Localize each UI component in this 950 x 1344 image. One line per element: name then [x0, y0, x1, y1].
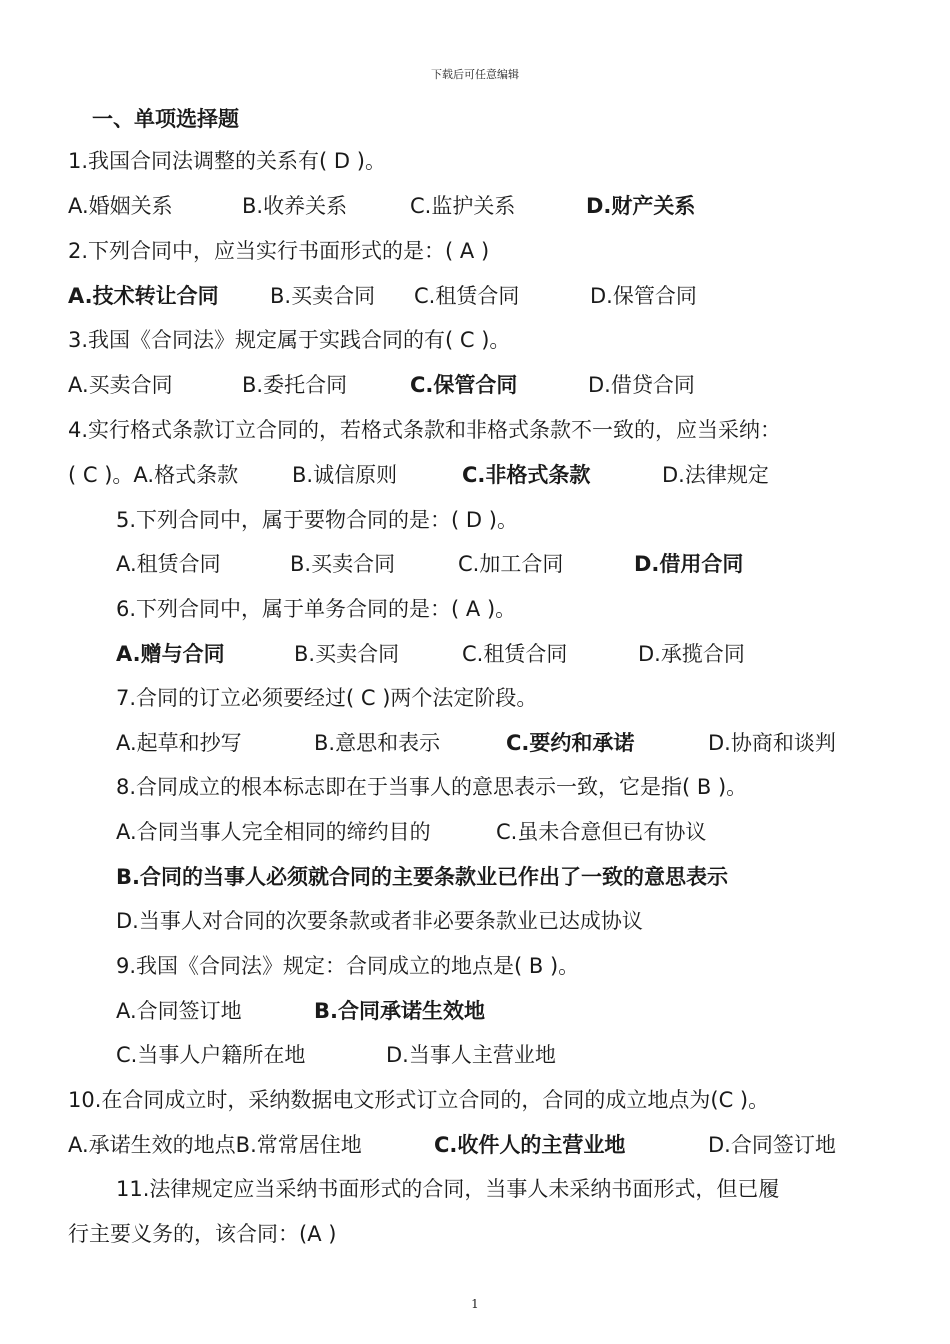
q9-stem: 9.我国《合同法》规定：合同成立的地点是( B )。: [116, 954, 580, 978]
q10-option-b: B.常常居住地: [235, 1133, 362, 1157]
header-note: 下载后可任意编辑: [431, 68, 519, 81]
q9-option-a: A.合同签订地: [116, 999, 242, 1023]
q1-options: [68, 192, 696, 220]
q1-option-a: A.婚姻关系: [68, 194, 173, 218]
q9-options-ab: [116, 997, 485, 1025]
q8-option-d: D.当事人对合同的次要条款或者非必要条款业已达成协议: [116, 909, 643, 933]
q2-option-a-answer: A.技术转让合同: [68, 284, 219, 308]
q1-stem: 1.我国合同法调整的关系有( D )。: [68, 149, 386, 173]
q5-stem: 5.下列合同中，属于要物合同的是：( D )。: [116, 508, 518, 532]
q6-option-c: C.租赁合同: [462, 642, 568, 666]
q3-option-d: D.借贷合同: [588, 373, 695, 397]
q7-options: [116, 729, 836, 757]
q2-option-b: B.买卖合同: [270, 284, 376, 308]
q2-stem: 2.下列合同中，应当实行书面形式的是：( A ): [68, 239, 490, 263]
q5-options: [116, 550, 744, 578]
q4-stem: 4.实行格式条款订立合同的，若格式条款和非格式条款不一致的，应当采纳：: [68, 418, 782, 442]
q4-option-c-answer: C.非格式条款: [462, 463, 591, 487]
q9-option-c: C.当事人户籍所在地: [116, 1043, 306, 1067]
q10-options: [68, 1131, 836, 1159]
q4-options: [68, 461, 769, 489]
q8-options-ac: [116, 818, 707, 846]
q3-options: [68, 371, 695, 399]
q8-stem: 8.合同成立的根本标志即在于当事人的意思表示一致，它是指( B )。: [116, 775, 748, 799]
q5-option-c: C.加工合同: [458, 552, 564, 576]
q3-option-b: B.委托合同: [242, 373, 348, 397]
q11-stem-line2: 行主要义务的，该合同：(A ): [68, 1222, 337, 1246]
q5-option-d-answer: D.借用合同: [634, 552, 744, 576]
q6-option-b: B.买卖合同: [294, 642, 400, 666]
q6-option-a-answer: A.赠与合同: [116, 642, 225, 666]
q10-option-c-answer: C.收件人的主营业地: [434, 1133, 626, 1157]
q2-options: [68, 282, 697, 310]
q4-option-d: D.法律规定: [662, 463, 769, 487]
q5-option-a: A.租赁合同: [116, 552, 221, 576]
q6-options: [116, 640, 745, 668]
q10-option-a: A.承诺生效的地点: [68, 1133, 236, 1157]
section-title: 一、单项选择题: [92, 107, 239, 131]
q2-option-c: C.租赁合同: [414, 284, 520, 308]
q7-stem: 7.合同的订立必须要经过( C )两个法定阶段。: [116, 686, 538, 710]
q10-option-d: D.合同签订地: [708, 1133, 836, 1157]
q9-option-b-answer: B.合同承诺生效地: [314, 999, 485, 1023]
q1-option-d-answer: D.财产关系: [586, 194, 696, 218]
q1-option-c: C.监护关系: [410, 194, 516, 218]
q10-stem: 10.在合同成立时，采纳数据电文形式订立合同的，合同的成立地点为(C )。: [68, 1088, 770, 1112]
q7-option-b: B.意思和表示: [314, 731, 441, 755]
q9-option-d: D.当事人主营业地: [386, 1043, 556, 1067]
q7-option-a: A.起草和抄写: [116, 731, 242, 755]
q8-option-c: C.虽未合意但已有协议: [496, 820, 707, 844]
q8-option-b-answer: B.合同的当事人必须就合同的主要条款业已作出了一致的意思表示: [116, 865, 728, 889]
q4-answer: ( C )。: [68, 463, 134, 487]
q3-option-c-answer: C.保管合同: [410, 373, 518, 397]
q9-options-cd: [116, 1041, 556, 1069]
q4-option-b: B.诚信原则: [292, 463, 398, 487]
q4-option-a: A.格式条款: [133, 463, 239, 487]
q11-stem-line1: 11.法律规定应当采纳书面形式的合同，当事人未采纳书面形式，但已履: [116, 1177, 780, 1201]
q2-option-d: D.保管合同: [590, 284, 697, 308]
q8-option-a: A.合同当事人完全相同的缔约目的: [116, 820, 431, 844]
q7-option-d: D.协商和谈判: [708, 731, 836, 755]
page-number: 1: [471, 1297, 479, 1311]
q5-option-b: B.买卖合同: [290, 552, 396, 576]
q3-option-a: A.买卖合同: [68, 373, 173, 397]
q3-stem: 3.我国《合同法》规定属于实践合同的有( C )。: [68, 328, 511, 352]
q7-option-c-answer: C.要约和承诺: [506, 731, 635, 755]
q1-option-b: B.收养关系: [242, 194, 348, 218]
q6-option-d: D.承揽合同: [638, 642, 745, 666]
q6-stem: 6.下列合同中，属于单务合同的是：( A )。: [116, 597, 517, 621]
